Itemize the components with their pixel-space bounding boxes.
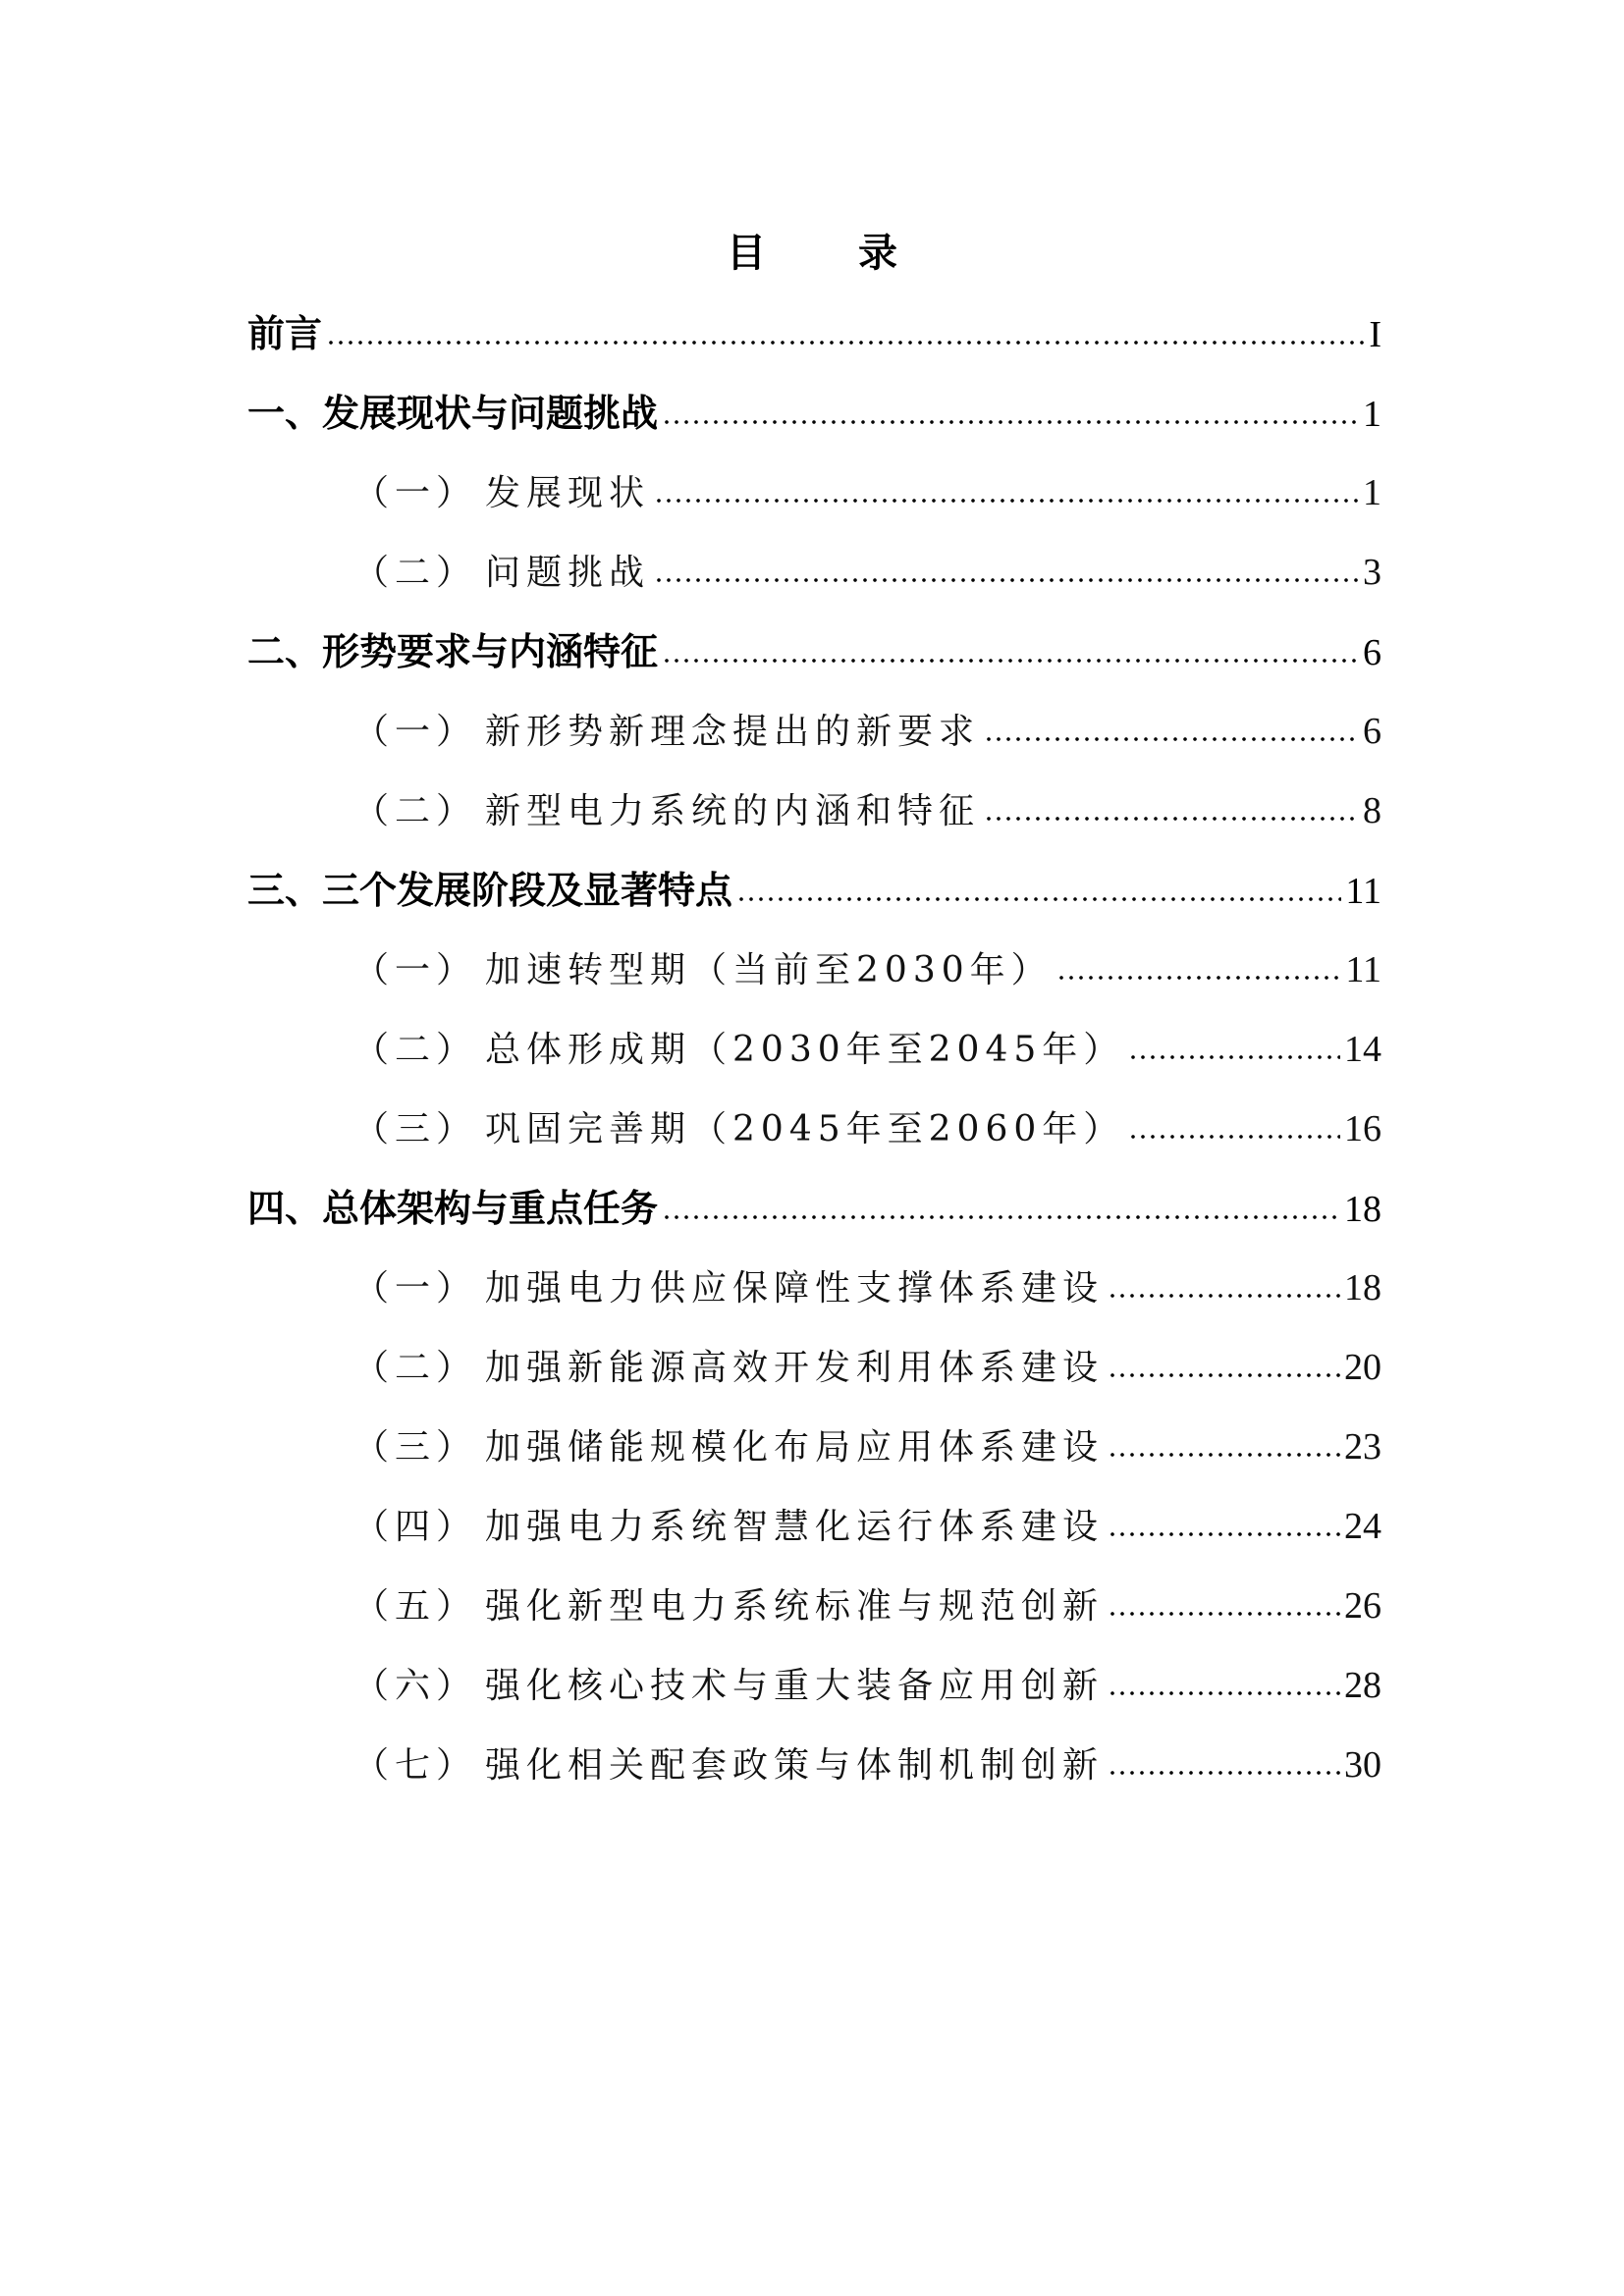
toc-entry-subsection[interactable] bbox=[247, 1408, 1381, 1487]
toc-entry-number: （三） bbox=[353, 1109, 478, 1149]
toc-entry-number: （一） bbox=[353, 950, 478, 990]
toc-entry-page: I bbox=[1369, 314, 1381, 355]
dot-leader bbox=[1056, 976, 1342, 980]
toc-entry-page: 20 bbox=[1344, 1347, 1381, 1388]
toc-entry-label: 强化相关配套政策与体制机制创新 bbox=[485, 1745, 1105, 1786]
toc-entry-label: 发展现状与问题挑战 bbox=[322, 392, 659, 435]
dot-leader bbox=[662, 659, 1359, 663]
toc-entry-page: 1 bbox=[1363, 472, 1381, 513]
toc-entry-label: 总体架构与重点任务 bbox=[322, 1187, 659, 1230]
toc-entry-subsection[interactable] bbox=[247, 772, 1381, 851]
toc-entry-subsection[interactable] bbox=[247, 1010, 1381, 1090]
toc-entry-number: （六） bbox=[353, 1666, 478, 1706]
toc-entry-page: 1 bbox=[1363, 394, 1381, 435]
toc-entry-subsection[interactable] bbox=[247, 1249, 1381, 1328]
dot-leader bbox=[1108, 1453, 1340, 1457]
toc-entry-label: 三个发展阶段及显著特点 bbox=[322, 869, 733, 912]
dot-leader bbox=[984, 737, 1359, 741]
toc-entry-subsection[interactable] bbox=[247, 454, 1381, 533]
dot-leader bbox=[326, 341, 1365, 345]
toc-entry-label: 发展现状 bbox=[485, 473, 651, 513]
table-of-contents bbox=[247, 294, 1381, 1805]
toc-entry-subsection[interactable] bbox=[247, 1090, 1381, 1169]
toc-entry-page: 24 bbox=[1344, 1506, 1381, 1547]
dot-leader bbox=[1108, 1771, 1340, 1775]
toc-entry-number: （四） bbox=[353, 1507, 478, 1547]
toc-entry-label: 新型电力系统的内涵和特征 bbox=[485, 791, 981, 831]
dot-leader bbox=[1108, 1691, 1340, 1695]
dot-leader bbox=[654, 499, 1359, 503]
toc-entry-label: 强化新型电力系统标准与规范创新 bbox=[485, 1586, 1105, 1627]
toc-entry-page: 28 bbox=[1344, 1665, 1381, 1706]
toc-entry-number: （二） bbox=[353, 1348, 478, 1388]
toc-entry-label: 巩固完善期（2045年至2060年） bbox=[485, 1109, 1125, 1149]
toc-entry-subsection[interactable] bbox=[247, 1726, 1381, 1805]
dot-leader bbox=[662, 1215, 1340, 1219]
toc-entry-page: 16 bbox=[1344, 1108, 1381, 1149]
toc-entry-number: （二） bbox=[353, 1030, 478, 1070]
toc-entry-number: （二） bbox=[353, 791, 478, 831]
toc-entry-page: 6 bbox=[1363, 711, 1381, 752]
toc-entry-preface[interactable] bbox=[247, 294, 1381, 374]
toc-entry-page: 18 bbox=[1344, 1267, 1381, 1308]
toc-entry-subsection[interactable] bbox=[247, 692, 1381, 772]
toc-entry-section-4[interactable] bbox=[247, 1169, 1381, 1249]
toc-entry-label: 加强储能规模化布局应用体系建设 bbox=[485, 1427, 1105, 1468]
toc-entry-label: 加强电力系统智慧化运行体系建设 bbox=[485, 1507, 1105, 1547]
toc-entry-label: 加速转型期（当前至2030年） bbox=[485, 950, 1053, 990]
toc-entry-page: 26 bbox=[1344, 1585, 1381, 1627]
toc-entry-number: （二） bbox=[353, 553, 478, 593]
toc-entry-page: 8 bbox=[1363, 790, 1381, 831]
toc-entry-page: 11 bbox=[1345, 949, 1381, 990]
dot-leader bbox=[1108, 1612, 1340, 1616]
toc-entry-section-2[interactable] bbox=[247, 613, 1381, 692]
toc-entry-number: （一） bbox=[353, 473, 478, 513]
page-title: 目 录 bbox=[727, 231, 937, 276]
dot-leader bbox=[1128, 1055, 1340, 1059]
toc-entry-section-3[interactable] bbox=[247, 851, 1381, 931]
toc-entry-subsection[interactable] bbox=[247, 1646, 1381, 1726]
dot-leader bbox=[662, 420, 1359, 424]
toc-entry-subsection[interactable] bbox=[247, 1328, 1381, 1408]
toc-entry-label: 形势要求与内涵特征 bbox=[322, 630, 659, 673]
toc-entry-label: 加强电力供应保障性支撑体系建设 bbox=[485, 1268, 1105, 1308]
toc-entry-number: 三、 bbox=[247, 869, 323, 912]
toc-entry-page: 11 bbox=[1345, 871, 1381, 912]
toc-entry-number: （一） bbox=[353, 1268, 478, 1308]
dot-leader bbox=[736, 897, 1341, 901]
toc-entry-subsection[interactable] bbox=[247, 931, 1381, 1010]
toc-entry-number: 一、 bbox=[247, 392, 323, 435]
dot-leader bbox=[1128, 1135, 1340, 1139]
toc-entry-number: （一） bbox=[353, 712, 478, 752]
toc-entry-number: 四、 bbox=[247, 1187, 323, 1230]
toc-entry-section-1[interactable] bbox=[247, 374, 1381, 454]
toc-entry-page: 6 bbox=[1363, 632, 1381, 673]
toc-entry-label: 问题挑战 bbox=[485, 553, 651, 593]
toc-entry-number: 二、 bbox=[247, 630, 323, 673]
toc-entry-page: 14 bbox=[1344, 1029, 1381, 1070]
dot-leader bbox=[984, 817, 1359, 821]
toc-entry-label: 前言 bbox=[247, 312, 323, 355]
dot-leader bbox=[654, 578, 1359, 582]
toc-entry-page: 30 bbox=[1344, 1744, 1381, 1786]
toc-entry-page: 18 bbox=[1344, 1189, 1381, 1230]
toc-entry-subsection[interactable] bbox=[247, 533, 1381, 613]
toc-entry-subsection[interactable] bbox=[247, 1487, 1381, 1567]
toc-entry-number: （七） bbox=[353, 1745, 478, 1786]
toc-entry-number: （五） bbox=[353, 1586, 478, 1627]
toc-entry-label: 加强新能源高效开发利用体系建设 bbox=[485, 1348, 1105, 1388]
dot-leader bbox=[1108, 1373, 1340, 1377]
dot-leader bbox=[1108, 1532, 1340, 1536]
toc-entry-page: 23 bbox=[1344, 1426, 1381, 1468]
dot-leader bbox=[1108, 1294, 1340, 1298]
toc-entry-number: （三） bbox=[353, 1427, 478, 1468]
toc-entry-label: 新形势新理念提出的新要求 bbox=[485, 712, 981, 752]
toc-entry-page: 3 bbox=[1363, 552, 1381, 593]
toc-entry-subsection[interactable] bbox=[247, 1567, 1381, 1646]
toc-entry-label: 强化核心技术与重大装备应用创新 bbox=[485, 1666, 1105, 1706]
toc-entry-label: 总体形成期（2030年至2045年） bbox=[485, 1030, 1125, 1070]
